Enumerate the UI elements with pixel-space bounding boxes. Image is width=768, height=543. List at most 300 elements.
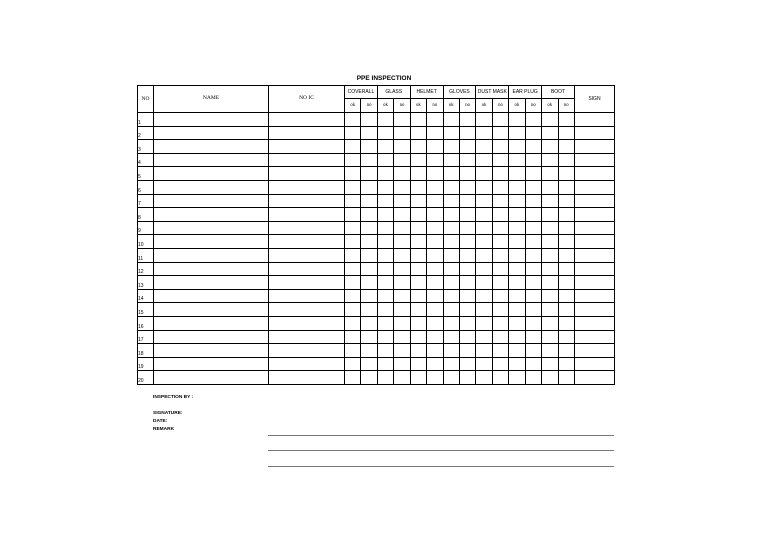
sign-cell[interactable] — [574, 167, 614, 181]
ok-check-cell[interactable] — [410, 316, 426, 330]
no-check-cell[interactable] — [361, 194, 377, 208]
ok-check-cell[interactable] — [410, 167, 426, 181]
ok-check-cell[interactable] — [345, 371, 361, 385]
ok-check-cell[interactable] — [410, 221, 426, 235]
no-check-cell[interactable] — [459, 167, 475, 181]
no-check-cell[interactable] — [525, 371, 541, 385]
no-check-cell[interactable] — [427, 113, 443, 127]
ok-check-cell[interactable] — [377, 276, 393, 290]
no-ic-cell[interactable] — [269, 180, 345, 194]
no-check-cell[interactable] — [492, 194, 508, 208]
no-check-cell[interactable] — [492, 180, 508, 194]
no-check-cell[interactable] — [558, 126, 574, 140]
no-check-cell[interactable] — [459, 113, 475, 127]
ok-check-cell[interactable] — [542, 357, 558, 371]
no-ic-cell[interactable] — [269, 235, 345, 249]
ok-check-cell[interactable] — [345, 248, 361, 262]
ok-check-cell[interactable] — [377, 316, 393, 330]
no-check-cell[interactable] — [394, 303, 410, 317]
no-check-cell[interactable] — [394, 330, 410, 344]
ok-check-cell[interactable] — [476, 289, 492, 303]
ok-check-cell[interactable] — [509, 357, 525, 371]
no-check-cell[interactable] — [394, 113, 410, 127]
ok-check-cell[interactable] — [476, 371, 492, 385]
ok-check-cell[interactable] — [443, 371, 459, 385]
sign-cell[interactable] — [574, 262, 614, 276]
no-check-cell[interactable] — [394, 235, 410, 249]
no-check-cell[interactable] — [459, 276, 475, 290]
no-check-cell[interactable] — [525, 235, 541, 249]
ok-check-cell[interactable] — [476, 208, 492, 222]
no-check-cell[interactable] — [492, 153, 508, 167]
ok-check-cell[interactable] — [410, 153, 426, 167]
ok-check-cell[interactable] — [410, 276, 426, 290]
ok-check-cell[interactable] — [377, 208, 393, 222]
no-check-cell[interactable] — [492, 126, 508, 140]
ok-check-cell[interactable] — [410, 194, 426, 208]
no-ic-cell[interactable] — [269, 357, 345, 371]
ok-check-cell[interactable] — [377, 303, 393, 317]
ok-check-cell[interactable] — [542, 167, 558, 181]
ok-check-cell[interactable] — [377, 167, 393, 181]
no-check-cell[interactable] — [427, 303, 443, 317]
no-check-cell[interactable] — [525, 221, 541, 235]
no-check-cell[interactable] — [525, 126, 541, 140]
ok-check-cell[interactable] — [509, 221, 525, 235]
ok-check-cell[interactable] — [542, 248, 558, 262]
no-check-cell[interactable] — [394, 126, 410, 140]
ok-check-cell[interactable] — [476, 194, 492, 208]
no-check-cell[interactable] — [394, 153, 410, 167]
ok-check-cell[interactable] — [443, 180, 459, 194]
no-check-cell[interactable] — [525, 167, 541, 181]
name-cell[interactable] — [154, 248, 269, 262]
ok-check-cell[interactable] — [542, 316, 558, 330]
name-cell[interactable] — [154, 167, 269, 181]
no-check-cell[interactable] — [558, 221, 574, 235]
no-check-cell[interactable] — [492, 371, 508, 385]
no-check-cell[interactable] — [427, 371, 443, 385]
ok-check-cell[interactable] — [443, 330, 459, 344]
no-check-cell[interactable] — [459, 126, 475, 140]
no-check-cell[interactable] — [394, 371, 410, 385]
no-check-cell[interactable] — [427, 140, 443, 154]
ok-check-cell[interactable] — [542, 113, 558, 127]
ok-check-cell[interactable] — [476, 126, 492, 140]
no-check-cell[interactable] — [492, 330, 508, 344]
name-cell[interactable] — [154, 330, 269, 344]
ok-check-cell[interactable] — [509, 153, 525, 167]
sign-cell[interactable] — [574, 303, 614, 317]
ok-check-cell[interactable] — [542, 262, 558, 276]
no-check-cell[interactable] — [361, 289, 377, 303]
sign-cell[interactable] — [574, 221, 614, 235]
ok-check-cell[interactable] — [345, 167, 361, 181]
sign-cell[interactable] — [574, 113, 614, 127]
no-check-cell[interactable] — [427, 235, 443, 249]
ok-check-cell[interactable] — [542, 180, 558, 194]
ok-check-cell[interactable] — [377, 344, 393, 358]
no-check-cell[interactable] — [361, 371, 377, 385]
no-check-cell[interactable] — [427, 194, 443, 208]
no-check-cell[interactable] — [394, 276, 410, 290]
no-check-cell[interactable] — [492, 344, 508, 358]
no-ic-cell[interactable] — [269, 113, 345, 127]
ok-check-cell[interactable] — [345, 262, 361, 276]
ok-check-cell[interactable] — [542, 126, 558, 140]
ok-check-cell[interactable] — [377, 289, 393, 303]
ok-check-cell[interactable] — [410, 140, 426, 154]
no-check-cell[interactable] — [492, 113, 508, 127]
no-check-cell[interactable] — [361, 330, 377, 344]
no-check-cell[interactable] — [525, 180, 541, 194]
ok-check-cell[interactable] — [345, 357, 361, 371]
ok-check-cell[interactable] — [377, 194, 393, 208]
no-check-cell[interactable] — [361, 316, 377, 330]
no-check-cell[interactable] — [361, 276, 377, 290]
no-check-cell[interactable] — [558, 113, 574, 127]
ok-check-cell[interactable] — [443, 235, 459, 249]
no-ic-cell[interactable] — [269, 276, 345, 290]
ok-check-cell[interactable] — [476, 221, 492, 235]
ok-check-cell[interactable] — [443, 140, 459, 154]
name-cell[interactable] — [154, 140, 269, 154]
no-check-cell[interactable] — [459, 289, 475, 303]
ok-check-cell[interactable] — [377, 357, 393, 371]
no-check-cell[interactable] — [492, 276, 508, 290]
ok-check-cell[interactable] — [377, 235, 393, 249]
ok-check-cell[interactable] — [509, 371, 525, 385]
ok-check-cell[interactable] — [377, 140, 393, 154]
sign-cell[interactable] — [574, 153, 614, 167]
ok-check-cell[interactable] — [377, 262, 393, 276]
ok-check-cell[interactable] — [345, 289, 361, 303]
ok-check-cell[interactable] — [443, 289, 459, 303]
name-cell[interactable] — [154, 276, 269, 290]
ok-check-cell[interactable] — [476, 235, 492, 249]
ok-check-cell[interactable] — [443, 126, 459, 140]
no-check-cell[interactable] — [525, 316, 541, 330]
ok-check-cell[interactable] — [345, 113, 361, 127]
ok-check-cell[interactable] — [377, 126, 393, 140]
sign-cell[interactable] — [574, 371, 614, 385]
no-check-cell[interactable] — [394, 140, 410, 154]
no-check-cell[interactable] — [361, 221, 377, 235]
name-cell[interactable] — [154, 371, 269, 385]
sign-cell[interactable] — [574, 357, 614, 371]
no-ic-cell[interactable] — [269, 126, 345, 140]
ok-check-cell[interactable] — [476, 344, 492, 358]
no-check-cell[interactable] — [525, 276, 541, 290]
no-check-cell[interactable] — [427, 276, 443, 290]
ok-check-cell[interactable] — [410, 208, 426, 222]
no-check-cell[interactable] — [361, 248, 377, 262]
no-check-cell[interactable] — [361, 140, 377, 154]
ok-check-cell[interactable] — [443, 167, 459, 181]
ok-check-cell[interactable] — [542, 153, 558, 167]
no-ic-cell[interactable] — [269, 221, 345, 235]
no-check-cell[interactable] — [394, 208, 410, 222]
no-check-cell[interactable] — [427, 344, 443, 358]
no-check-cell[interactable] — [427, 357, 443, 371]
no-check-cell[interactable] — [558, 289, 574, 303]
no-check-cell[interactable] — [427, 330, 443, 344]
ok-check-cell[interactable] — [443, 208, 459, 222]
ok-check-cell[interactable] — [542, 371, 558, 385]
ok-check-cell[interactable] — [345, 303, 361, 317]
ok-check-cell[interactable] — [509, 303, 525, 317]
no-check-cell[interactable] — [558, 235, 574, 249]
sign-cell[interactable] — [574, 248, 614, 262]
ok-check-cell[interactable] — [410, 113, 426, 127]
no-check-cell[interactable] — [459, 194, 475, 208]
ok-check-cell[interactable] — [345, 276, 361, 290]
no-ic-cell[interactable] — [269, 303, 345, 317]
ok-check-cell[interactable] — [509, 248, 525, 262]
name-cell[interactable] — [154, 289, 269, 303]
ok-check-cell[interactable] — [476, 248, 492, 262]
name-cell[interactable] — [154, 262, 269, 276]
ok-check-cell[interactable] — [410, 248, 426, 262]
no-check-cell[interactable] — [525, 113, 541, 127]
no-ic-cell[interactable] — [269, 316, 345, 330]
no-ic-cell[interactable] — [269, 248, 345, 262]
sign-cell[interactable] — [574, 276, 614, 290]
no-ic-cell[interactable] — [269, 153, 345, 167]
no-check-cell[interactable] — [459, 221, 475, 235]
no-check-cell[interactable] — [459, 208, 475, 222]
ok-check-cell[interactable] — [410, 330, 426, 344]
ok-check-cell[interactable] — [410, 262, 426, 276]
no-check-cell[interactable] — [558, 316, 574, 330]
no-check-cell[interactable] — [558, 303, 574, 317]
no-check-cell[interactable] — [558, 371, 574, 385]
ok-check-cell[interactable] — [509, 289, 525, 303]
sign-cell[interactable] — [574, 235, 614, 249]
ok-check-cell[interactable] — [476, 330, 492, 344]
ok-check-cell[interactable] — [476, 167, 492, 181]
no-check-cell[interactable] — [492, 357, 508, 371]
no-check-cell[interactable] — [394, 194, 410, 208]
no-check-cell[interactable] — [558, 262, 574, 276]
ok-check-cell[interactable] — [443, 316, 459, 330]
no-check-cell[interactable] — [361, 262, 377, 276]
no-check-cell[interactable] — [558, 167, 574, 181]
no-check-cell[interactable] — [427, 289, 443, 303]
no-check-cell[interactable] — [525, 248, 541, 262]
ok-check-cell[interactable] — [476, 357, 492, 371]
no-check-cell[interactable] — [394, 221, 410, 235]
sign-cell[interactable] — [574, 208, 614, 222]
ok-check-cell[interactable] — [476, 262, 492, 276]
ok-check-cell[interactable] — [542, 330, 558, 344]
no-check-cell[interactable] — [394, 167, 410, 181]
no-check-cell[interactable] — [361, 113, 377, 127]
no-check-cell[interactable] — [558, 153, 574, 167]
no-check-cell[interactable] — [558, 276, 574, 290]
no-check-cell[interactable] — [558, 330, 574, 344]
ok-check-cell[interactable] — [377, 221, 393, 235]
no-check-cell[interactable] — [459, 248, 475, 262]
ok-check-cell[interactable] — [443, 303, 459, 317]
no-check-cell[interactable] — [492, 303, 508, 317]
ok-check-cell[interactable] — [443, 113, 459, 127]
ok-check-cell[interactable] — [410, 235, 426, 249]
no-ic-cell[interactable] — [269, 330, 345, 344]
ok-check-cell[interactable] — [509, 316, 525, 330]
ok-check-cell[interactable] — [377, 153, 393, 167]
no-check-cell[interactable] — [459, 344, 475, 358]
no-check-cell[interactable] — [361, 153, 377, 167]
no-check-cell[interactable] — [525, 153, 541, 167]
ok-check-cell[interactable] — [377, 113, 393, 127]
no-ic-cell[interactable] — [269, 344, 345, 358]
no-check-cell[interactable] — [558, 140, 574, 154]
ok-check-cell[interactable] — [443, 357, 459, 371]
no-check-cell[interactable] — [558, 180, 574, 194]
name-cell[interactable] — [154, 153, 269, 167]
ok-check-cell[interactable] — [509, 194, 525, 208]
no-check-cell[interactable] — [558, 248, 574, 262]
ok-check-cell[interactable] — [542, 194, 558, 208]
ok-check-cell[interactable] — [509, 113, 525, 127]
no-check-cell[interactable] — [427, 167, 443, 181]
no-check-cell[interactable] — [459, 262, 475, 276]
ok-check-cell[interactable] — [509, 180, 525, 194]
ok-check-cell[interactable] — [443, 194, 459, 208]
sign-cell[interactable] — [574, 344, 614, 358]
ok-check-cell[interactable] — [345, 180, 361, 194]
no-check-cell[interactable] — [558, 357, 574, 371]
no-check-cell[interactable] — [459, 235, 475, 249]
sign-cell[interactable] — [574, 126, 614, 140]
no-check-cell[interactable] — [361, 357, 377, 371]
no-check-cell[interactable] — [492, 262, 508, 276]
no-check-cell[interactable] — [492, 140, 508, 154]
ok-check-cell[interactable] — [476, 153, 492, 167]
ok-check-cell[interactable] — [345, 208, 361, 222]
no-check-cell[interactable] — [459, 330, 475, 344]
ok-check-cell[interactable] — [542, 140, 558, 154]
ok-check-cell[interactable] — [345, 221, 361, 235]
no-check-cell[interactable] — [525, 357, 541, 371]
no-check-cell[interactable] — [394, 289, 410, 303]
no-check-cell[interactable] — [525, 303, 541, 317]
ok-check-cell[interactable] — [410, 303, 426, 317]
no-check-cell[interactable] — [558, 208, 574, 222]
ok-check-cell[interactable] — [443, 344, 459, 358]
ok-check-cell[interactable] — [443, 153, 459, 167]
no-check-cell[interactable] — [427, 221, 443, 235]
ok-check-cell[interactable] — [509, 262, 525, 276]
name-cell[interactable] — [154, 357, 269, 371]
no-check-cell[interactable] — [361, 167, 377, 181]
no-ic-cell[interactable] — [269, 262, 345, 276]
ok-check-cell[interactable] — [410, 180, 426, 194]
ok-check-cell[interactable] — [509, 208, 525, 222]
ok-check-cell[interactable] — [542, 303, 558, 317]
ok-check-cell[interactable] — [410, 371, 426, 385]
ok-check-cell[interactable] — [542, 235, 558, 249]
ok-check-cell[interactable] — [542, 276, 558, 290]
no-check-cell[interactable] — [394, 344, 410, 358]
ok-check-cell[interactable] — [345, 330, 361, 344]
no-check-cell[interactable] — [525, 208, 541, 222]
ok-check-cell[interactable] — [377, 180, 393, 194]
ok-check-cell[interactable] — [509, 330, 525, 344]
ok-check-cell[interactable] — [377, 248, 393, 262]
ok-check-cell[interactable] — [345, 153, 361, 167]
no-check-cell[interactable] — [459, 357, 475, 371]
sign-cell[interactable] — [574, 316, 614, 330]
no-check-cell[interactable] — [427, 208, 443, 222]
ok-check-cell[interactable] — [476, 140, 492, 154]
name-cell[interactable] — [154, 113, 269, 127]
no-check-cell[interactable] — [361, 126, 377, 140]
no-check-cell[interactable] — [427, 248, 443, 262]
no-check-cell[interactable] — [492, 221, 508, 235]
no-check-cell[interactable] — [361, 208, 377, 222]
ok-check-cell[interactable] — [443, 262, 459, 276]
no-check-cell[interactable] — [525, 289, 541, 303]
no-check-cell[interactable] — [394, 316, 410, 330]
sign-cell[interactable] — [574, 140, 614, 154]
no-ic-cell[interactable] — [269, 194, 345, 208]
ok-check-cell[interactable] — [443, 221, 459, 235]
ok-check-cell[interactable] — [476, 113, 492, 127]
no-check-cell[interactable] — [427, 126, 443, 140]
no-check-cell[interactable] — [459, 153, 475, 167]
no-check-cell[interactable] — [459, 140, 475, 154]
name-cell[interactable] — [154, 126, 269, 140]
no-check-cell[interactable] — [427, 153, 443, 167]
no-check-cell[interactable] — [394, 248, 410, 262]
ok-check-cell[interactable] — [476, 316, 492, 330]
no-check-cell[interactable] — [459, 180, 475, 194]
ok-check-cell[interactable] — [443, 276, 459, 290]
no-check-cell[interactable] — [427, 316, 443, 330]
no-check-cell[interactable] — [361, 235, 377, 249]
no-check-cell[interactable] — [394, 357, 410, 371]
ok-check-cell[interactable] — [345, 140, 361, 154]
ok-check-cell[interactable] — [345, 316, 361, 330]
sign-cell[interactable] — [574, 289, 614, 303]
ok-check-cell[interactable] — [410, 357, 426, 371]
no-check-cell[interactable] — [427, 262, 443, 276]
ok-check-cell[interactable] — [377, 330, 393, 344]
name-cell[interactable] — [154, 235, 269, 249]
name-cell[interactable] — [154, 344, 269, 358]
ok-check-cell[interactable] — [476, 180, 492, 194]
no-check-cell[interactable] — [492, 167, 508, 181]
no-check-cell[interactable] — [459, 371, 475, 385]
ok-check-cell[interactable] — [345, 194, 361, 208]
ok-check-cell[interactable] — [410, 126, 426, 140]
no-ic-cell[interactable] — [269, 289, 345, 303]
no-check-cell[interactable] — [492, 248, 508, 262]
no-ic-cell[interactable] — [269, 371, 345, 385]
ok-check-cell[interactable] — [345, 344, 361, 358]
no-check-cell[interactable] — [492, 289, 508, 303]
name-cell[interactable] — [154, 208, 269, 222]
no-check-cell[interactable] — [525, 330, 541, 344]
name-cell[interactable] — [154, 303, 269, 317]
ok-check-cell[interactable] — [345, 126, 361, 140]
no-check-cell[interactable] — [394, 180, 410, 194]
no-check-cell[interactable] — [558, 344, 574, 358]
ok-check-cell[interactable] — [509, 276, 525, 290]
name-cell[interactable] — [154, 316, 269, 330]
